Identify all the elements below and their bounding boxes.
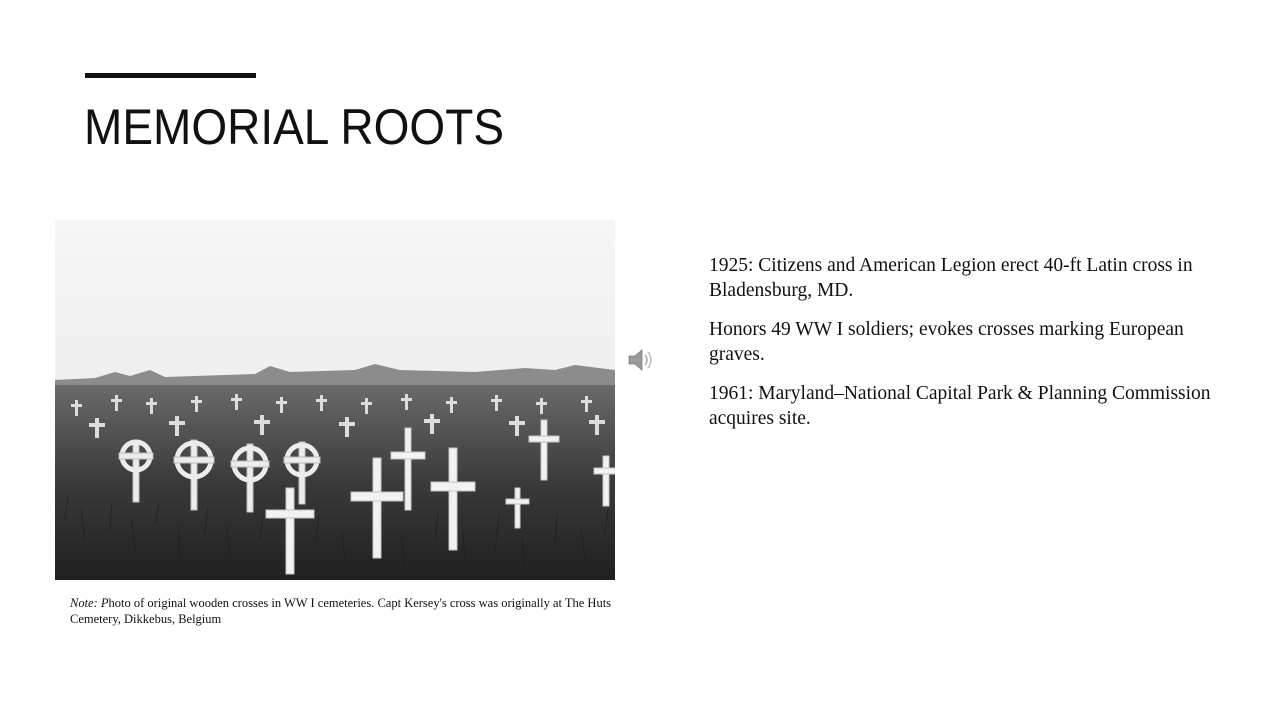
photo-caption bbox=[70, 595, 615, 627]
bullet-item: Honors 49 WW I soldiers; evokes crosses marking European graves. bbox=[709, 319, 1184, 365]
caption-text: hoto of original wooden crosses in WW I cemeteries. Capt Kersey's cross was originally at The Huts Cemetery, Dikkebus, Belgium bbox=[70, 596, 612, 626]
bullet-item: 1961: Maryland–National Capital Park & Planning Commission acquires site. bbox=[709, 383, 1211, 429]
slide-title: MEMORIAL ROOTS bbox=[84, 99, 505, 155]
cemetery-photo bbox=[55, 220, 615, 580]
bullet-list bbox=[709, 253, 1219, 445]
speaker-icon[interactable] bbox=[627, 347, 655, 373]
caption-note-label: Note: P bbox=[70, 596, 109, 610]
title-accent-rule bbox=[85, 73, 256, 78]
bullet-item: 1925: Citizens and American Legion erect 40-ft Latin cross in Bladensburg, MD. bbox=[709, 255, 1193, 301]
